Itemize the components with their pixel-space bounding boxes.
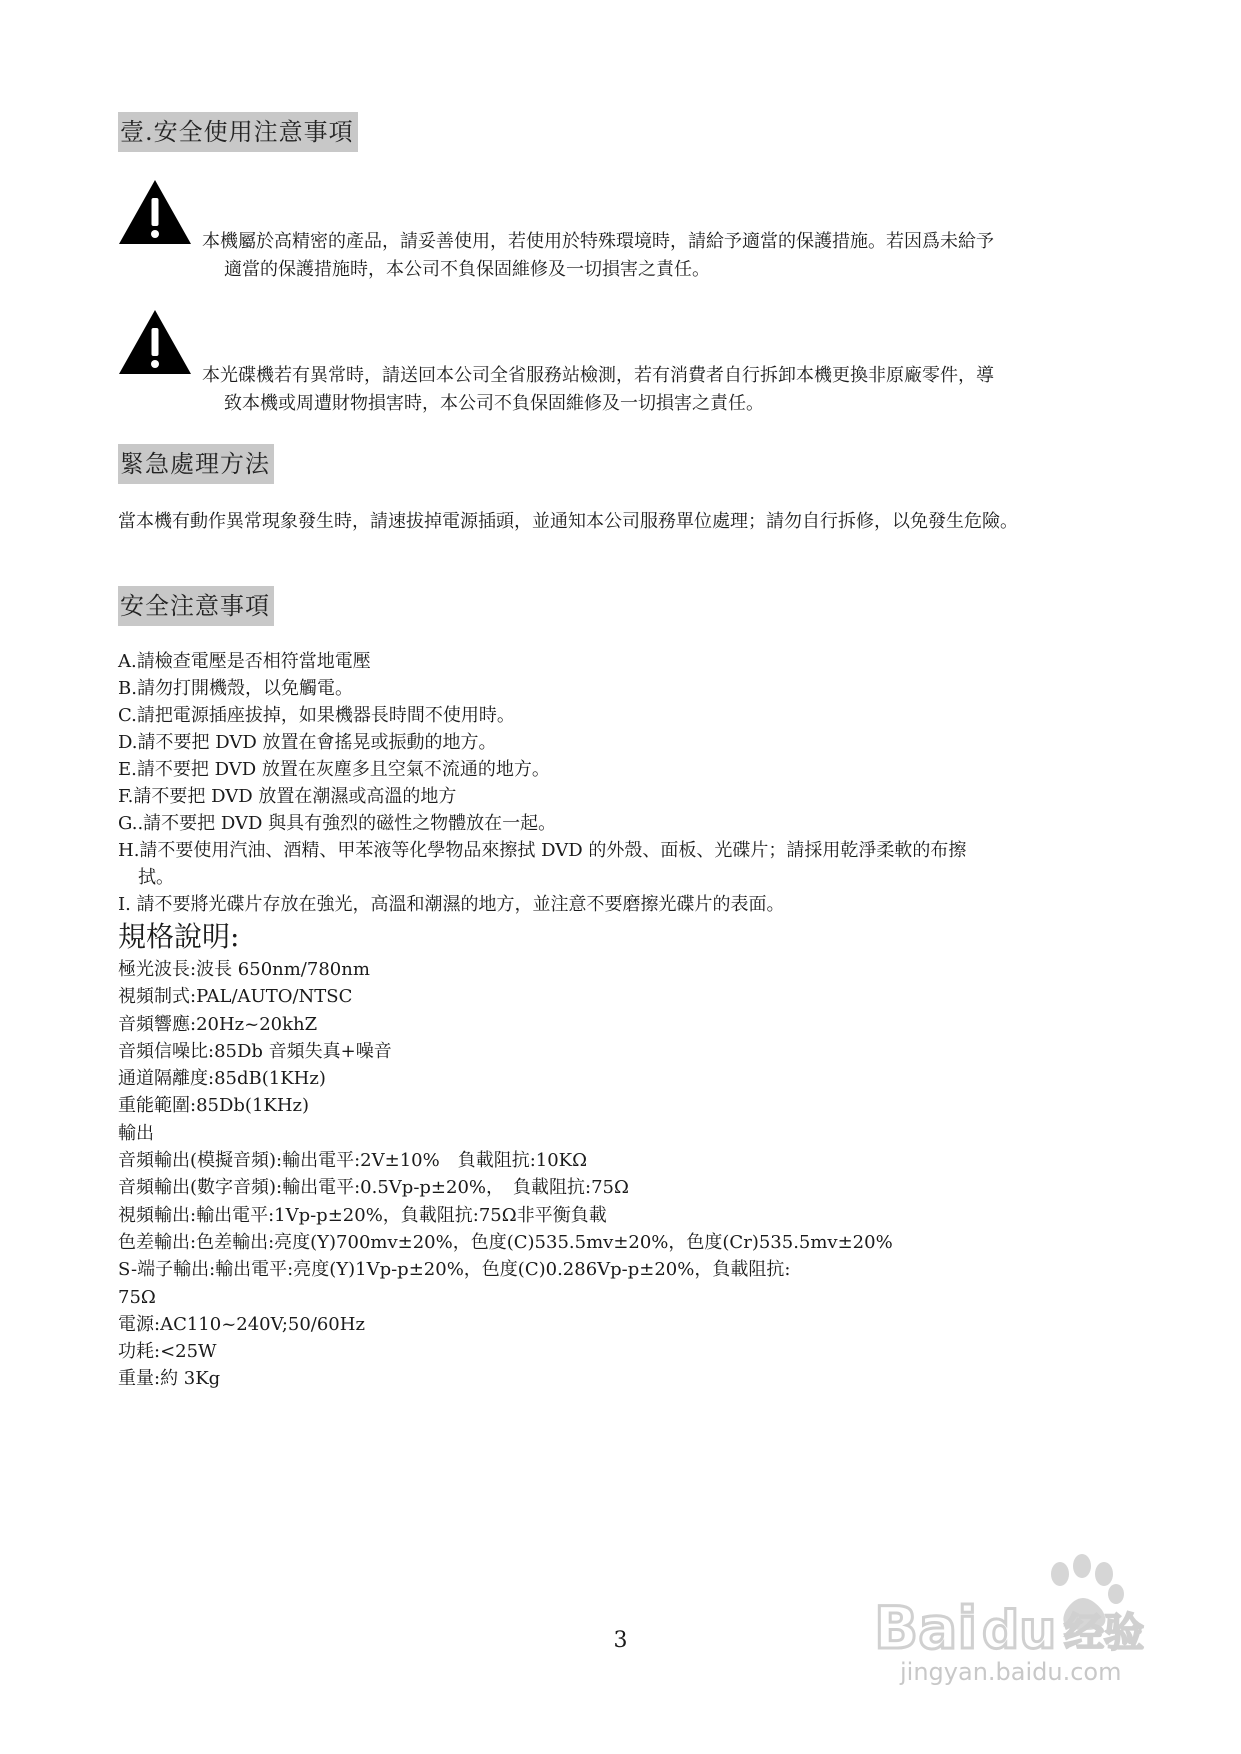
section-title-emergency: 緊急處理方法: [118, 444, 274, 484]
spec-item: 輸出: [118, 1122, 154, 1144]
svg-text:jingyan.baidu.com: jingyan.baidu.com: [900, 1658, 1122, 1686]
warning-2-line-1: 本光碟機若有異常時，請送回本公司全省服務站檢測，若有消費者自行拆卸本機更換非原廠零件，導: [202, 365, 994, 386]
list-item-h-line-1: H.請不要使用汽油、酒精、甲苯液等化學物品來擦拭 DVD 的外殼、面板、光碟片；請採用乾淨柔軟的布擦: [118, 840, 967, 861]
warning-2-line-2: 致本機或周遭財物損害時，本公司不負保固維修及一切損害之責任。: [224, 393, 764, 414]
baidu-jingyan-watermark-icon: [870, 1540, 1170, 1690]
spec-list: [118, 956, 1128, 1393]
spec-item: 音頻輸出(數字音頻):輸出電平:0.5Vp-p±20%， 負載阻抗:75Ω: [118, 1177, 629, 1199]
spec-item: 重量:約 3Kg: [118, 1368, 221, 1390]
spec-item: 音頻信噪比:85Db 音頻失真+噪音: [118, 1040, 392, 1062]
section-title-safety-use: 壹.安全使用注意事項: [118, 112, 358, 152]
emergency-paragraph: 當本機有動作異常現象發生時，請速拔掉電源插頭，並通知本公司服務單位處理；請勿自行拆修，以免發生危險。: [118, 511, 1018, 532]
list-item-h: [118, 837, 1128, 891]
spec-item: 視頻輸出:輸出電平:1Vp-p±20%，負載阻抗:75Ω非平衡負載: [118, 1204, 607, 1226]
spec-item: 通道隔離度:85dB(1KHz): [118, 1068, 326, 1090]
spec-item: 電源:AC110~240V;50/60Hz: [118, 1313, 365, 1335]
spec-item: 音頻響應:20Hz~20khZ: [118, 1013, 318, 1035]
spec-item: 重能範圍:85Db(1KHz): [118, 1095, 310, 1117]
svg-text:du: du: [982, 1601, 1057, 1661]
page-number: 3: [613, 1628, 628, 1653]
svg-text:经验: 经验: [1064, 1610, 1144, 1656]
warning-text-1: [202, 228, 1132, 284]
spec-item: 功耗:<25W: [118, 1341, 217, 1363]
spec-item: 音頻輸出(模擬音頻):輸出電平:2V±10% 負載阻抗:10KΩ: [118, 1150, 588, 1172]
spec-item: 75Ω: [118, 1286, 156, 1308]
warning-1-line-2: 適當的保護措施時，本公司不負保固維修及一切損害之責任。: [224, 259, 710, 280]
list-item: A.請檢查電壓是否相符當地電壓: [118, 651, 371, 672]
list-item: G..請不要把 DVD 與具有強烈的磁性之物體放在一起。: [118, 813, 557, 834]
list-item: E.請不要把 DVD 放置在灰塵多且空氣不流通的地方。: [118, 759, 550, 780]
list-item-h-line-2: 拭。: [138, 867, 174, 888]
safety-notes-list: [118, 648, 1128, 918]
list-item: C.請把電源插座拔掉，如果機器長時間不使用時。: [118, 705, 515, 726]
warning-triangle-icon: [117, 308, 193, 376]
list-item: I. 請不要將光碟片存放在強光，高溫和潮濕的地方，並注意不要磨擦光碟片的表面。: [118, 894, 785, 915]
spec-item: S-端子輸出:輸出電平:亮度(Y)1Vp-p±20%，色度(C)0.286Vp-p±20%，負載阻抗:: [118, 1259, 791, 1281]
spec-item: 極光波長:波長 650nm/780nm: [118, 959, 370, 980]
svg-text:Bai: Bai: [874, 1594, 978, 1662]
spec-item: 色差輸出:色差輸出:亮度(Y)700mv±20%，色度(C)535.5mv±20%，色度(Cr)535.5mv±20%: [118, 1231, 893, 1253]
list-item: B.請勿打開機殼，以免觸電。: [118, 678, 353, 699]
warning-triangle-icon: [117, 178, 193, 246]
warning-1-line-1: 本機屬於高精密的產品，請妥善使用，若使用於特殊環境時，請給予適當的保護措施。若因爲未給予: [202, 231, 994, 252]
warning-text-2: [202, 362, 1132, 418]
section-title-safety-notes: 安全注意事項: [118, 586, 274, 626]
list-item: F.請不要把 DVD 放置在潮濕或高溫的地方: [118, 786, 457, 807]
spec-item: 視頻制式:PAL/AUTO/NTSC: [118, 986, 353, 1008]
spec-title: 規格說明:: [118, 920, 240, 953]
list-item: D.請不要把 DVD 放置在會搖晃或振動的地方。: [118, 732, 497, 753]
